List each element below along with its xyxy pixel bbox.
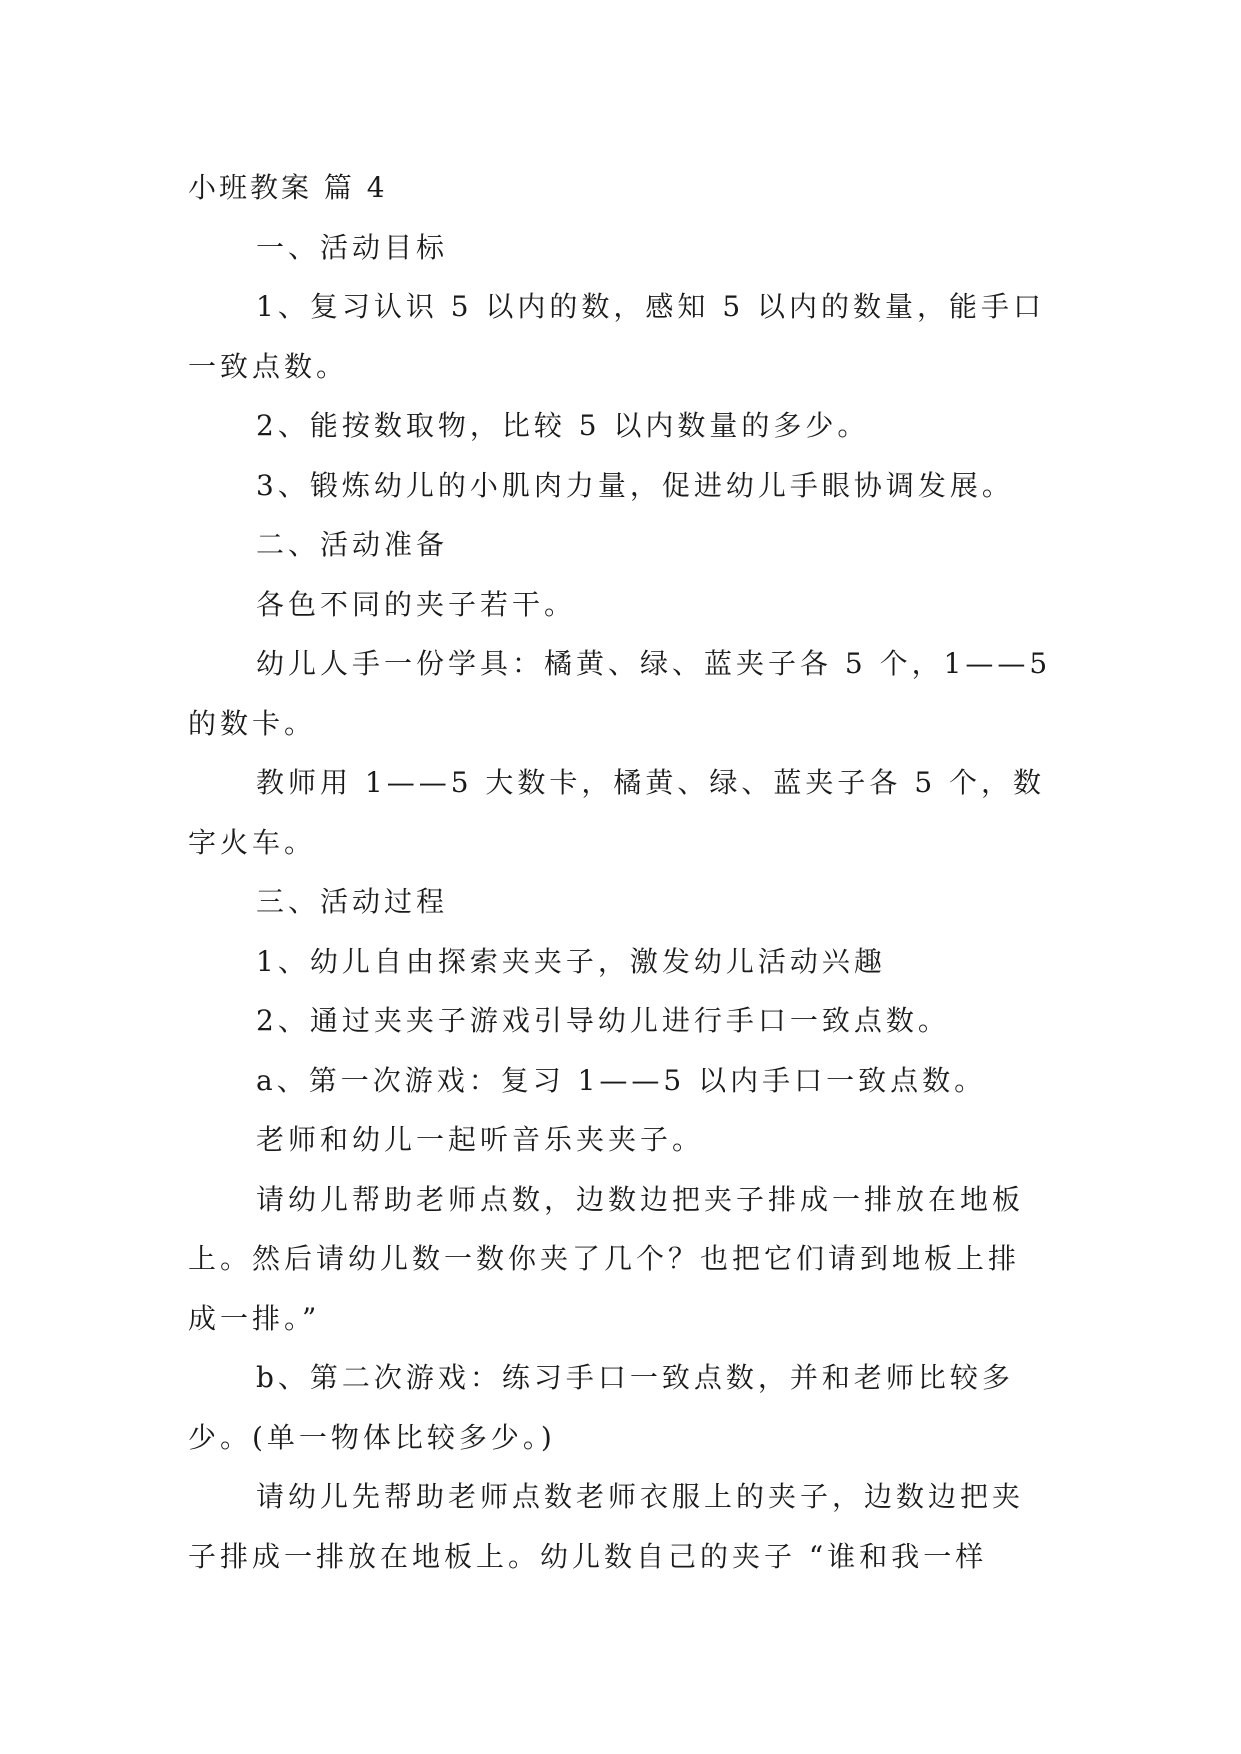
document-page — [188, 158, 1058, 1586]
paragraph-line: 成一排。” — [188, 1301, 321, 1335]
paragraph-line: b、第二次游戏：练习手口一致点数，并和老师比较多 — [256, 1361, 1014, 1394]
paragraph-line: 2、能按数取物，比较 5 以内数量的多少。 — [256, 409, 870, 442]
paragraph-line: 子排成一排放在地板上。幼儿数自己的夹子 “谁和我一样 — [188, 1539, 988, 1573]
paragraph-line: 请幼儿帮助老师点数，边数边把夹子排成一排放在地板 — [256, 1182, 1025, 1216]
paragraph-line: 各色不同的夹子若干。 — [256, 587, 577, 621]
document-title: 小班教案 篇 4 — [188, 171, 388, 204]
paragraph-line: a、第一次游戏：复习 1——5 以内手口一致点数。 — [256, 1063, 987, 1097]
paragraph-line: 的数卡。 — [188, 706, 317, 740]
document-body — [188, 218, 1058, 1587]
paragraph-line: 3、锻炼幼儿的小肌肉力量，促进幼儿手眼协调发展。 — [256, 468, 1014, 502]
section-heading-process: 三、活动过程 — [256, 885, 449, 918]
section-heading-goals: 一、活动目标 — [256, 230, 449, 264]
paragraph-line: 字火车。 — [188, 825, 317, 859]
paragraph-line: 2、通过夹夹子游戏引导幼儿进行手口一致点数。 — [256, 1004, 950, 1037]
paragraph-line: 请幼儿先帮助老师点数老师衣服上的夹子，边数边把夹 — [256, 1480, 1025, 1513]
paragraph-line: 一致点数。 — [188, 349, 349, 383]
paragraph-line: 1、幼儿自由探索夹夹子，激发幼儿活动兴趣 — [256, 944, 886, 978]
section-heading-preparation: 二、活动准备 — [256, 528, 449, 561]
paragraph-line: 教师用 1——5 大数卡，橘黄、绿、蓝夹子各 5 个，数 — [256, 766, 1046, 799]
paragraph-line: 幼儿人手一份学具：橘黄、绿、蓝夹子各 5 个，1——5 — [256, 647, 1052, 680]
paragraph-line: 1、复习认识 5 以内的数，感知 5 以内的数量，能手口 — [256, 290, 1046, 323]
paragraph-line: 老师和幼儿一起听音乐夹夹子。 — [256, 1123, 705, 1156]
paragraph-line: 上。然后请幼儿数一数你夹了几个？也把它们请到地板上排 — [188, 1242, 1021, 1275]
paragraph-line: 少。(单一物体比较多少。) — [188, 1420, 556, 1454]
